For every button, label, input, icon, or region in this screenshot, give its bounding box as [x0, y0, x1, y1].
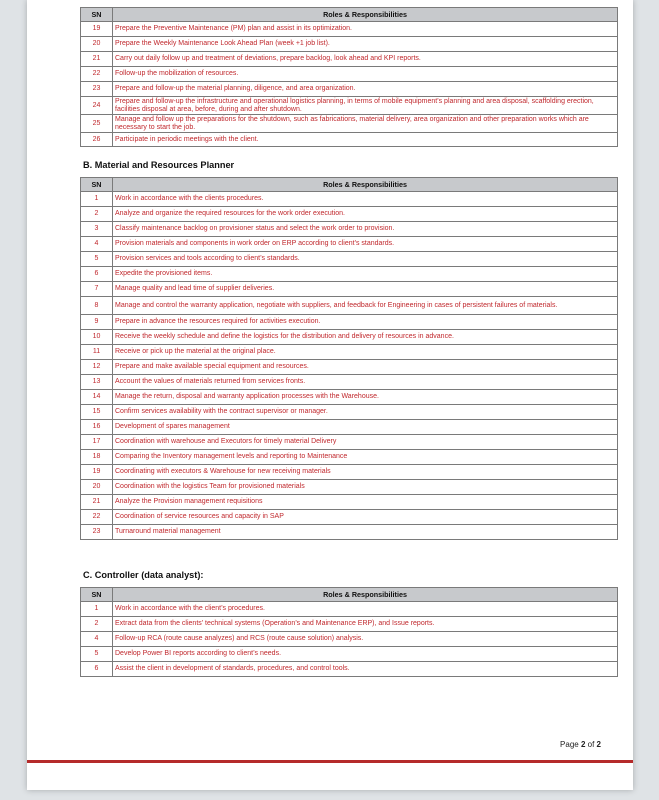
table-row [81, 360, 618, 375]
table-row [81, 115, 618, 133]
table-row [81, 237, 618, 252]
responsibilities-table-c [80, 587, 618, 677]
page-word: Page [560, 740, 579, 749]
row-responsibility: Prepare in advance the resources required for activities execution. [113, 315, 618, 330]
table-row [81, 297, 618, 315]
row-sn: 19 [81, 465, 113, 480]
row-responsibility: Analyze the Provision management requisitions [113, 495, 618, 510]
row-sn: 21 [81, 495, 113, 510]
current-page: 2 [580, 740, 586, 749]
row-sn: 6 [81, 662, 113, 677]
row-responsibility: Follow-up RCA (route cause analyzes) and RCS (route cause solution) analysis. [113, 632, 618, 647]
row-responsibility: Participate in periodic meetings with the client. [113, 133, 618, 147]
table-row [81, 617, 618, 632]
table-row [81, 602, 618, 617]
row-responsibility: Comparing the Inventory management levels and reporting to Maintenance [113, 450, 618, 465]
sn-column-header: SN [81, 178, 113, 192]
table-row [81, 390, 618, 405]
row-sn: 20 [81, 480, 113, 495]
row-responsibility: Prepare and follow-up the material planning, diligence, and area organization. [113, 82, 618, 97]
row-sn: 7 [81, 282, 113, 297]
row-responsibility: Account the values of materials returned from services fronts. [113, 375, 618, 390]
table-row [81, 37, 618, 52]
table-row [81, 465, 618, 480]
row-responsibility: Analyze and organize the required resources for the work order execution. [113, 207, 618, 222]
table-header-row [81, 8, 618, 22]
table-row [81, 510, 618, 525]
row-sn: 4 [81, 237, 113, 252]
row-responsibility: Coordination with the logistics Team for provisioned materials [113, 480, 618, 495]
row-sn: 26 [81, 133, 113, 147]
table-row [81, 495, 618, 510]
footer-rule [27, 760, 633, 763]
document-page [27, 0, 633, 790]
row-responsibility: Provision materials and components in work order on ERP according to client’s standards. [113, 237, 618, 252]
row-responsibility: Manage and follow up the preparations for the shutdown, such as fabrications, material delivery, area organization and other preparation works which are necessary to start the job. [113, 115, 618, 133]
total-pages: 2 [596, 740, 601, 749]
table-header-row [81, 178, 618, 192]
row-responsibility: Receive or pick up the material at the original place. [113, 345, 618, 360]
row-sn: 1 [81, 192, 113, 207]
row-sn: 24 [81, 97, 113, 115]
row-sn: 5 [81, 252, 113, 267]
table-row [81, 52, 618, 67]
row-responsibility: Coordination of service resources and capacity in SAP [113, 510, 618, 525]
row-sn: 25 [81, 115, 113, 133]
row-sn: 20 [81, 37, 113, 52]
row-sn: 23 [81, 82, 113, 97]
row-sn: 22 [81, 67, 113, 82]
row-sn: 2 [81, 617, 113, 632]
row-responsibility: Development of spares management [113, 420, 618, 435]
row-sn: 23 [81, 525, 113, 540]
sn-column-header: SN [81, 8, 113, 22]
roles-column-header: Roles & Responsibilities [113, 588, 618, 602]
table-row [81, 22, 618, 37]
row-sn: 11 [81, 345, 113, 360]
table-row [81, 133, 618, 147]
row-sn: 8 [81, 297, 113, 315]
row-responsibility: Coordinating with executors & Warehouse for new receiving materials [113, 465, 618, 480]
table-row [81, 632, 618, 647]
row-responsibility: Prepare and follow-up the infrastructure and operational logistics planning, in terms of mobile equipment’s planning and area disposal, scaffolding erection, facilities disposal at area, before, during and after shutdown. [113, 97, 618, 115]
row-sn: 4 [81, 632, 113, 647]
row-sn: 6 [81, 267, 113, 282]
row-sn: 19 [81, 22, 113, 37]
section-c-title: C. Controller (data analyst): [83, 570, 204, 580]
table-row [81, 97, 618, 115]
table-row [81, 345, 618, 360]
row-responsibility: Provision services and tools according to client’s standards. [113, 252, 618, 267]
roles-column-header: Roles & Responsibilities [113, 178, 618, 192]
row-sn: 9 [81, 315, 113, 330]
table-row [81, 525, 618, 540]
row-responsibility: Extract data from the clients’ technical systems (Operation’s and Maintenance ERP), and Issue reports. [113, 617, 618, 632]
roles-column-header: Roles & Responsibilities [113, 8, 618, 22]
row-responsibility: Prepare the Weekly Maintenance Look Ahead Plan (week +1 job list). [113, 37, 618, 52]
table-row [81, 222, 618, 237]
row-responsibility: Manage quality and lead time of supplier deliveries. [113, 282, 618, 297]
row-responsibility: Prepare the Preventive Maintenance (PM) plan and assist in its optimization. [113, 22, 618, 37]
table-row [81, 420, 618, 435]
responsibilities-table-a [80, 7, 618, 147]
row-responsibility: Classify maintenance backlog on provisioner status and select the work order to provision. [113, 222, 618, 237]
row-responsibility: Manage the return, disposal and warranty application processes with the Warehouse. [113, 390, 618, 405]
table-row [81, 480, 618, 495]
table-row [81, 267, 618, 282]
row-responsibility: Work in accordance with the clients procedures. [113, 192, 618, 207]
table-row [81, 375, 618, 390]
row-sn: 14 [81, 390, 113, 405]
table-row [81, 252, 618, 267]
row-sn: 22 [81, 510, 113, 525]
of-word: of [587, 740, 595, 749]
table-row [81, 82, 618, 97]
table-header-row [81, 588, 618, 602]
row-responsibility: Receive the weekly schedule and define the logistics for the distribution and delivery of resources in advance. [113, 330, 618, 345]
row-sn: 15 [81, 405, 113, 420]
row-sn: 2 [81, 207, 113, 222]
table-row [81, 315, 618, 330]
table-row [81, 405, 618, 420]
row-sn: 21 [81, 52, 113, 67]
row-responsibility: Work in accordance with the client’s procedures. [113, 602, 618, 617]
table-row [81, 192, 618, 207]
row-responsibility: Expedite the provisioned items. [113, 267, 618, 282]
row-sn: 16 [81, 420, 113, 435]
table-row [81, 330, 618, 345]
row-sn: 18 [81, 450, 113, 465]
row-sn: 10 [81, 330, 113, 345]
table-row [81, 435, 618, 450]
row-sn: 17 [81, 435, 113, 450]
row-sn: 5 [81, 647, 113, 662]
row-sn: 1 [81, 602, 113, 617]
row-responsibility: Carry out daily follow up and treatment of deviations, prepare backlog, look ahead and KPI reports. [113, 52, 618, 67]
table-row [81, 282, 618, 297]
page-number [560, 740, 601, 749]
table-row [81, 67, 618, 82]
row-responsibility: Turnaround material management [113, 525, 618, 540]
row-responsibility: Prepare and make available special equipment and resources. [113, 360, 618, 375]
table-row [81, 207, 618, 222]
table-row [81, 647, 618, 662]
row-responsibility: Coordination with warehouse and Executors for timely material Delivery [113, 435, 618, 450]
responsibilities-table-b [80, 177, 618, 540]
table-row [81, 662, 618, 677]
table-row [81, 450, 618, 465]
row-responsibility: Develop Power BI reports according to client’s needs. [113, 647, 618, 662]
sn-column-header: SN [81, 588, 113, 602]
row-responsibility: Confirm services availability with the contract supervisor or manager. [113, 405, 618, 420]
row-responsibility: Follow-up the mobilization of resources. [113, 67, 618, 82]
row-sn: 12 [81, 360, 113, 375]
row-sn: 13 [81, 375, 113, 390]
section-b-title: B. Material and Resources Planner [83, 160, 235, 170]
row-sn: 3 [81, 222, 113, 237]
row-responsibility: Manage and control the warranty application, negotiate with suppliers, and feedback for Engineering in cases of persistent failures of materials. [113, 297, 618, 315]
row-responsibility: Assist the client in development of standards, procedures, and control tools. [113, 662, 618, 677]
